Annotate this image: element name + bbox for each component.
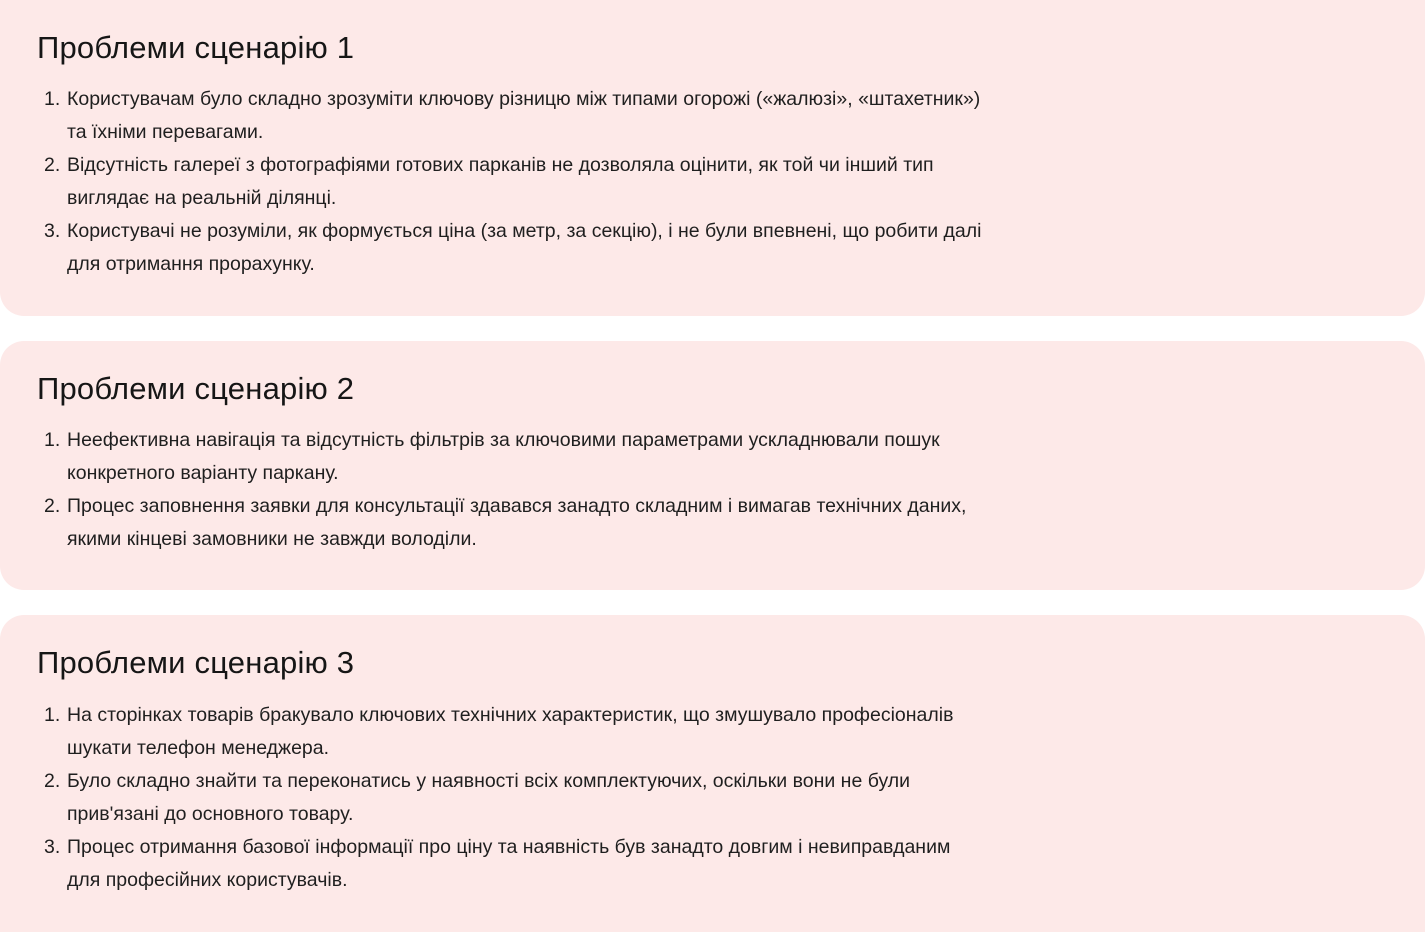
item-number: 2.: [44, 495, 61, 517]
item-text-line: якими кінцеві замовники не завжди володіли.: [67, 528, 477, 550]
item-text-line: Процес заповнення заявки для консультації здавався занадто складним і вимагав технічних даних,: [67, 495, 967, 517]
list-item: [0, 215, 1200, 281]
problem-list: [0, 424, 1200, 556]
scenario-card-1: [0, 0, 1425, 316]
item-text-line: для отримання прорахунку.: [67, 253, 315, 275]
item-text-line: виглядає на реальній ділянці.: [67, 187, 337, 209]
item-number: 1.: [44, 704, 61, 726]
item-text-line: для професійних користувачів.: [67, 869, 348, 891]
list-item: [0, 699, 1200, 765]
list-item: [0, 83, 1200, 149]
item-text-line: Процес отримання базової інформації про ціну та наявність був занадто довгим і невиправданим: [67, 836, 951, 858]
list-item: [0, 424, 1200, 490]
item-text-line: Було складно знайти та переконатись у наявності всіх комплектуючих, оскільки вони не були: [67, 770, 911, 792]
problem-list: [0, 699, 1200, 897]
scenario-card-2: [0, 341, 1425, 590]
item-text-line: конкретного варіанту паркану.: [67, 462, 339, 484]
item-text-line: шукати телефон менеджера.: [67, 737, 330, 759]
list-item: [0, 149, 1200, 215]
item-text-line: прив'язані до основного товару.: [67, 803, 354, 825]
scenario-card-3: [0, 615, 1425, 932]
item-number: 1.: [44, 88, 61, 110]
list-item: [0, 490, 1200, 556]
list-item: [0, 765, 1200, 831]
item-number: 3.: [44, 220, 61, 242]
list-item: [0, 831, 1200, 897]
item-number: 2.: [44, 770, 61, 792]
item-text-line: Відсутність галереї з фотографіями готових парканів не дозволяла оцінити, як той чи інший тип: [67, 154, 934, 176]
item-text-line: та їхніми перевагами.: [67, 121, 264, 143]
item-number: 3.: [44, 836, 61, 858]
scenario-title: Проблеми сценарію 1: [37, 30, 355, 65]
scenario-title: Проблеми сценарію 2: [37, 371, 355, 406]
item-text-line: Користувачам було складно зрозуміти ключову різницю між типами огорожі («жалюзі», «штахетник»): [67, 88, 981, 110]
item-number: 2.: [44, 154, 61, 176]
item-text-line: На сторінках товарів бракувало ключових технічних характеристик, що змушувало професіоналів: [67, 704, 954, 726]
problem-list: [0, 83, 1200, 281]
item-text-line: Користувачі не розуміли, як формується ціна (за метр, за секцію), і не були впевнені, що робити далі: [67, 220, 982, 242]
scenario-title: Проблеми сценарію 3: [37, 645, 355, 680]
item-text-line: Неефективна навігація та відсутність фільтрів за ключовими параметрами ускладнювали пошук: [67, 429, 940, 451]
item-number: 1.: [44, 429, 61, 451]
